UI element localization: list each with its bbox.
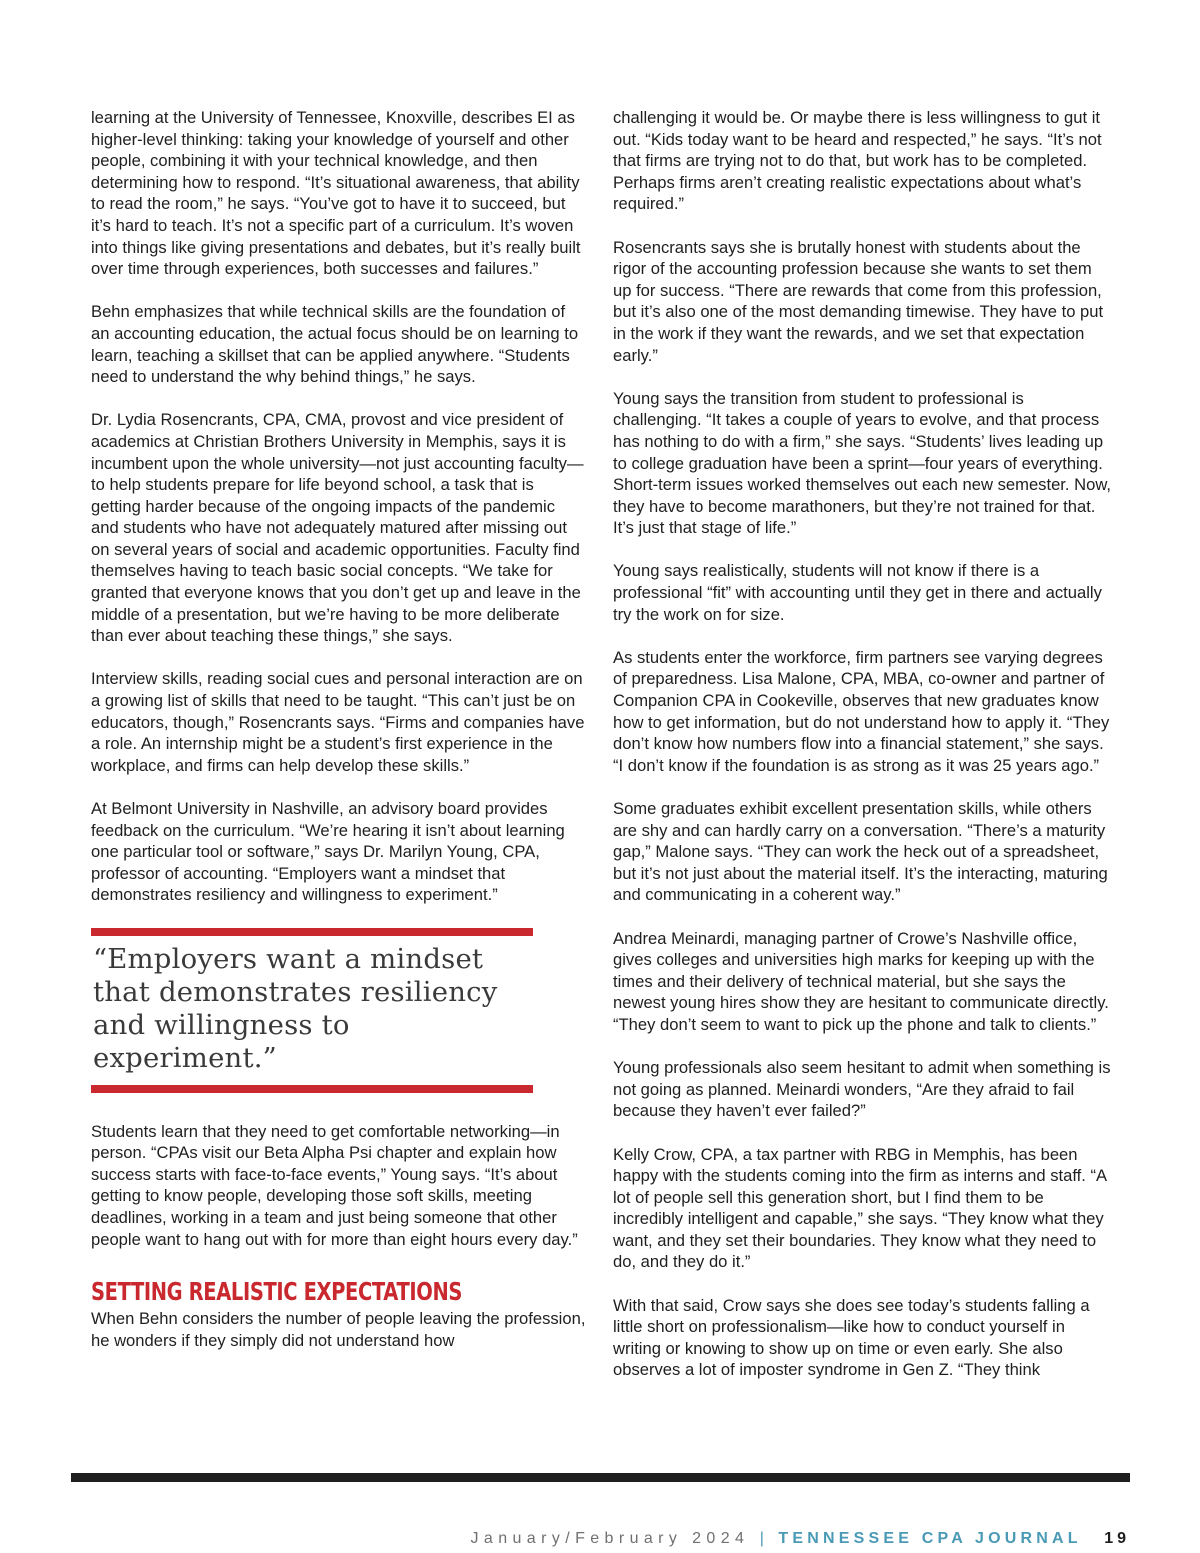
footer-journal-title: TENNESSEE CPA JOURNAL bbox=[778, 1530, 1082, 1547]
right-column bbox=[613, 107, 1113, 1381]
body-paragraph: Rosencrants says she is brutally honest with students about the rigor of the accounting profession because she wants to set them up for success. “There are rewards that come from this profession, but it’s also one of the most demanding timewise. They have to put in the work if they want the rewards, and we set that expectation early.” bbox=[613, 237, 1104, 365]
body-paragraph: Dr. Lydia Rosencrants, CPA, CMA, provost and vice president of academics at Christian Brothers University in Memphis, says it is incumbent upon the whole university—not just accounting faculty—to help students prepare for life beyond school, a task that is getting harder because of the ongoing impacts of the pandemic and students who have not adequately matured after missing out on several years of social and academic opportunities. Faculty find themselves having to teach basic social concepts. “We take for granted that everyone knows that you don’t get up and leave in the middle of a presentation, but we’re having to be more deliberate than ever about teaching these things,” she says. bbox=[91, 410, 584, 646]
body-paragraph: As students enter the workforce, firm partners see varying degrees of preparedness. Lisa Malone, CPA, MBA, co-owner and partner of Companion CPA in Cookeville, observes that new graduates know how to get information, but do not understand how to apply it. “They don’t know how numbers flow into a financial statement,” she says. “I don’t know if the foundation is as strong as it was 25 years ago.” bbox=[613, 647, 1110, 775]
pull-quote-top-rule bbox=[91, 928, 533, 936]
page-footer bbox=[471, 1530, 1131, 1548]
body-paragraph: Young says realistically, students will not know if there is a professional “fit” with accounting until they get in there and actually try the work on for size. bbox=[613, 561, 1102, 624]
body-paragraph: Behn emphasizes that while technical skills are the foundation of an accounting education, the actual focus should be on learning to learn, teaching a skillset that can be applied anywhere. “Students need to understand the why behind things,” he says. bbox=[91, 302, 579, 387]
body-paragraph: Young says the transition from student to professional is challenging. “It takes a couple of years to evolve, and that process has nothing to do with a firm,” she says. “Students’ lives leading up to college graduation have been a sprint—four years of everything. Short-term issues worked themselves out each new semester. Now, they have to become marathoners, but they’re not trained for that. It’s just that stage of life.” bbox=[613, 388, 1112, 538]
body-paragraph: challenging it would be. Or maybe there is less willingness to gut it out. “Kids today want to be heard and respected,” he says. “It’s not that firms are trying not to do that, but work has to be completed. Perhaps firms aren’t creating realistic expectations about what’s required.” bbox=[613, 108, 1102, 214]
body-paragraph: At Belmont University in Nashville, an advisory board provides feedback on the curriculum. “We’re hearing it isn’t about learning one particular tool or software,” says Dr. Marilyn Young, CPA, professor of accounting. “Employers want a mindset that demonstrates resiliency and willingness to experiment.” bbox=[91, 799, 565, 905]
pull-quote-bottom-rule bbox=[91, 1085, 533, 1093]
body-paragraph: Andrea Meinardi, managing partner of Crowe’s Nashville office, gives colleges and universities high marks for keeping up with the times and their delivery of technical material, but she says the newest young hires show they are hesitant to communicate directly. “They don’t seem to want to pick up the phone and talk to clients.” bbox=[613, 928, 1109, 1034]
left-column bbox=[91, 107, 587, 1351]
body-paragraph: With that said, Crow says she does see today’s students falling a little short on professionalism—like how to conduct yourself in writing or knowing to show up on time or even early. She also observes a lot of imposter syndrome in Gen Z. “They think bbox=[613, 1295, 1090, 1380]
body-paragraph: learning at the University of Tennessee, Knoxville, describes EI as higher-level thinking: taking your knowledge of yourself and other people, combining it with your technical knowledge, and then determining how to respond. “It’s situational awareness, that ability to read the room,” he says. “You’ve got to have it to succeed, but it’s hard to teach. It’s not a specific part of a curriculum. It’s woven into things like giving presentations and debates, but it’s really built over time through experiences, both successes and failures.” bbox=[91, 108, 581, 279]
body-paragraph: Some graduates exhibit excellent presentation skills, while others are shy and can hardly carry on a conversation. “There’s a maturity gap,” Malone says. “They can work the heck out of a spreadsheet, but it’s not just about the material itself. It’s the interacting, maturing and communicating in a coherent way.” bbox=[613, 799, 1108, 905]
footer-issue-date: January/February 2024 bbox=[470, 1530, 750, 1547]
pull-quote bbox=[91, 928, 533, 1093]
footer-rule bbox=[71, 1473, 1130, 1482]
body-paragraph: Young professionals also seem hesitant to admit when something is not going as planned. Meinardi wonders, “Are they afraid to fail because they haven’t ever failed?” bbox=[613, 1058, 1111, 1121]
section-heading: SETTING REALISTIC EXPECTATIONS bbox=[91, 1277, 463, 1307]
body-paragraph: When Behn considers the number of people leaving the profession, he wonders if they simply did not understand how bbox=[91, 1309, 586, 1350]
footer-separator: | bbox=[759, 1530, 764, 1547]
body-paragraph: Interview skills, reading social cues and personal interaction are on a growing list of skills that need to be taught. “This can’t just be on educators, though,” Rosencrants says. “Firms and companies have a role. An internship might be a student’s first experience in the workplace, and firms can help develop these skills.” bbox=[91, 669, 585, 775]
body-paragraph: Students learn that they need to get comfortable networking—in person. “CPAs visit our Beta Alpha Psi chapter and explain how success starts with face-to-face events,” Young says. “It’s about getting to know people, developing those soft skills, meeting deadlines, working in a team and just being someone that other people want to hang out with for more than eight hours every day.” bbox=[91, 1121, 578, 1249]
page-number: 19 bbox=[1104, 1530, 1130, 1547]
body-paragraph: Kelly Crow, CPA, a tax partner with RBG in Memphis, has been happy with the students coming into the firm as interns and staff. “A lot of people sell this generation short, but I find them to be incredibly intelligent and capable,” she says. “They know what they want, and they set their boundaries. They know what they need to do, and they do it.” bbox=[613, 1144, 1107, 1272]
pull-quote-text: “Employers want a mindset that demonstrates resiliency and willingness to experiment.” bbox=[93, 942, 498, 1074]
